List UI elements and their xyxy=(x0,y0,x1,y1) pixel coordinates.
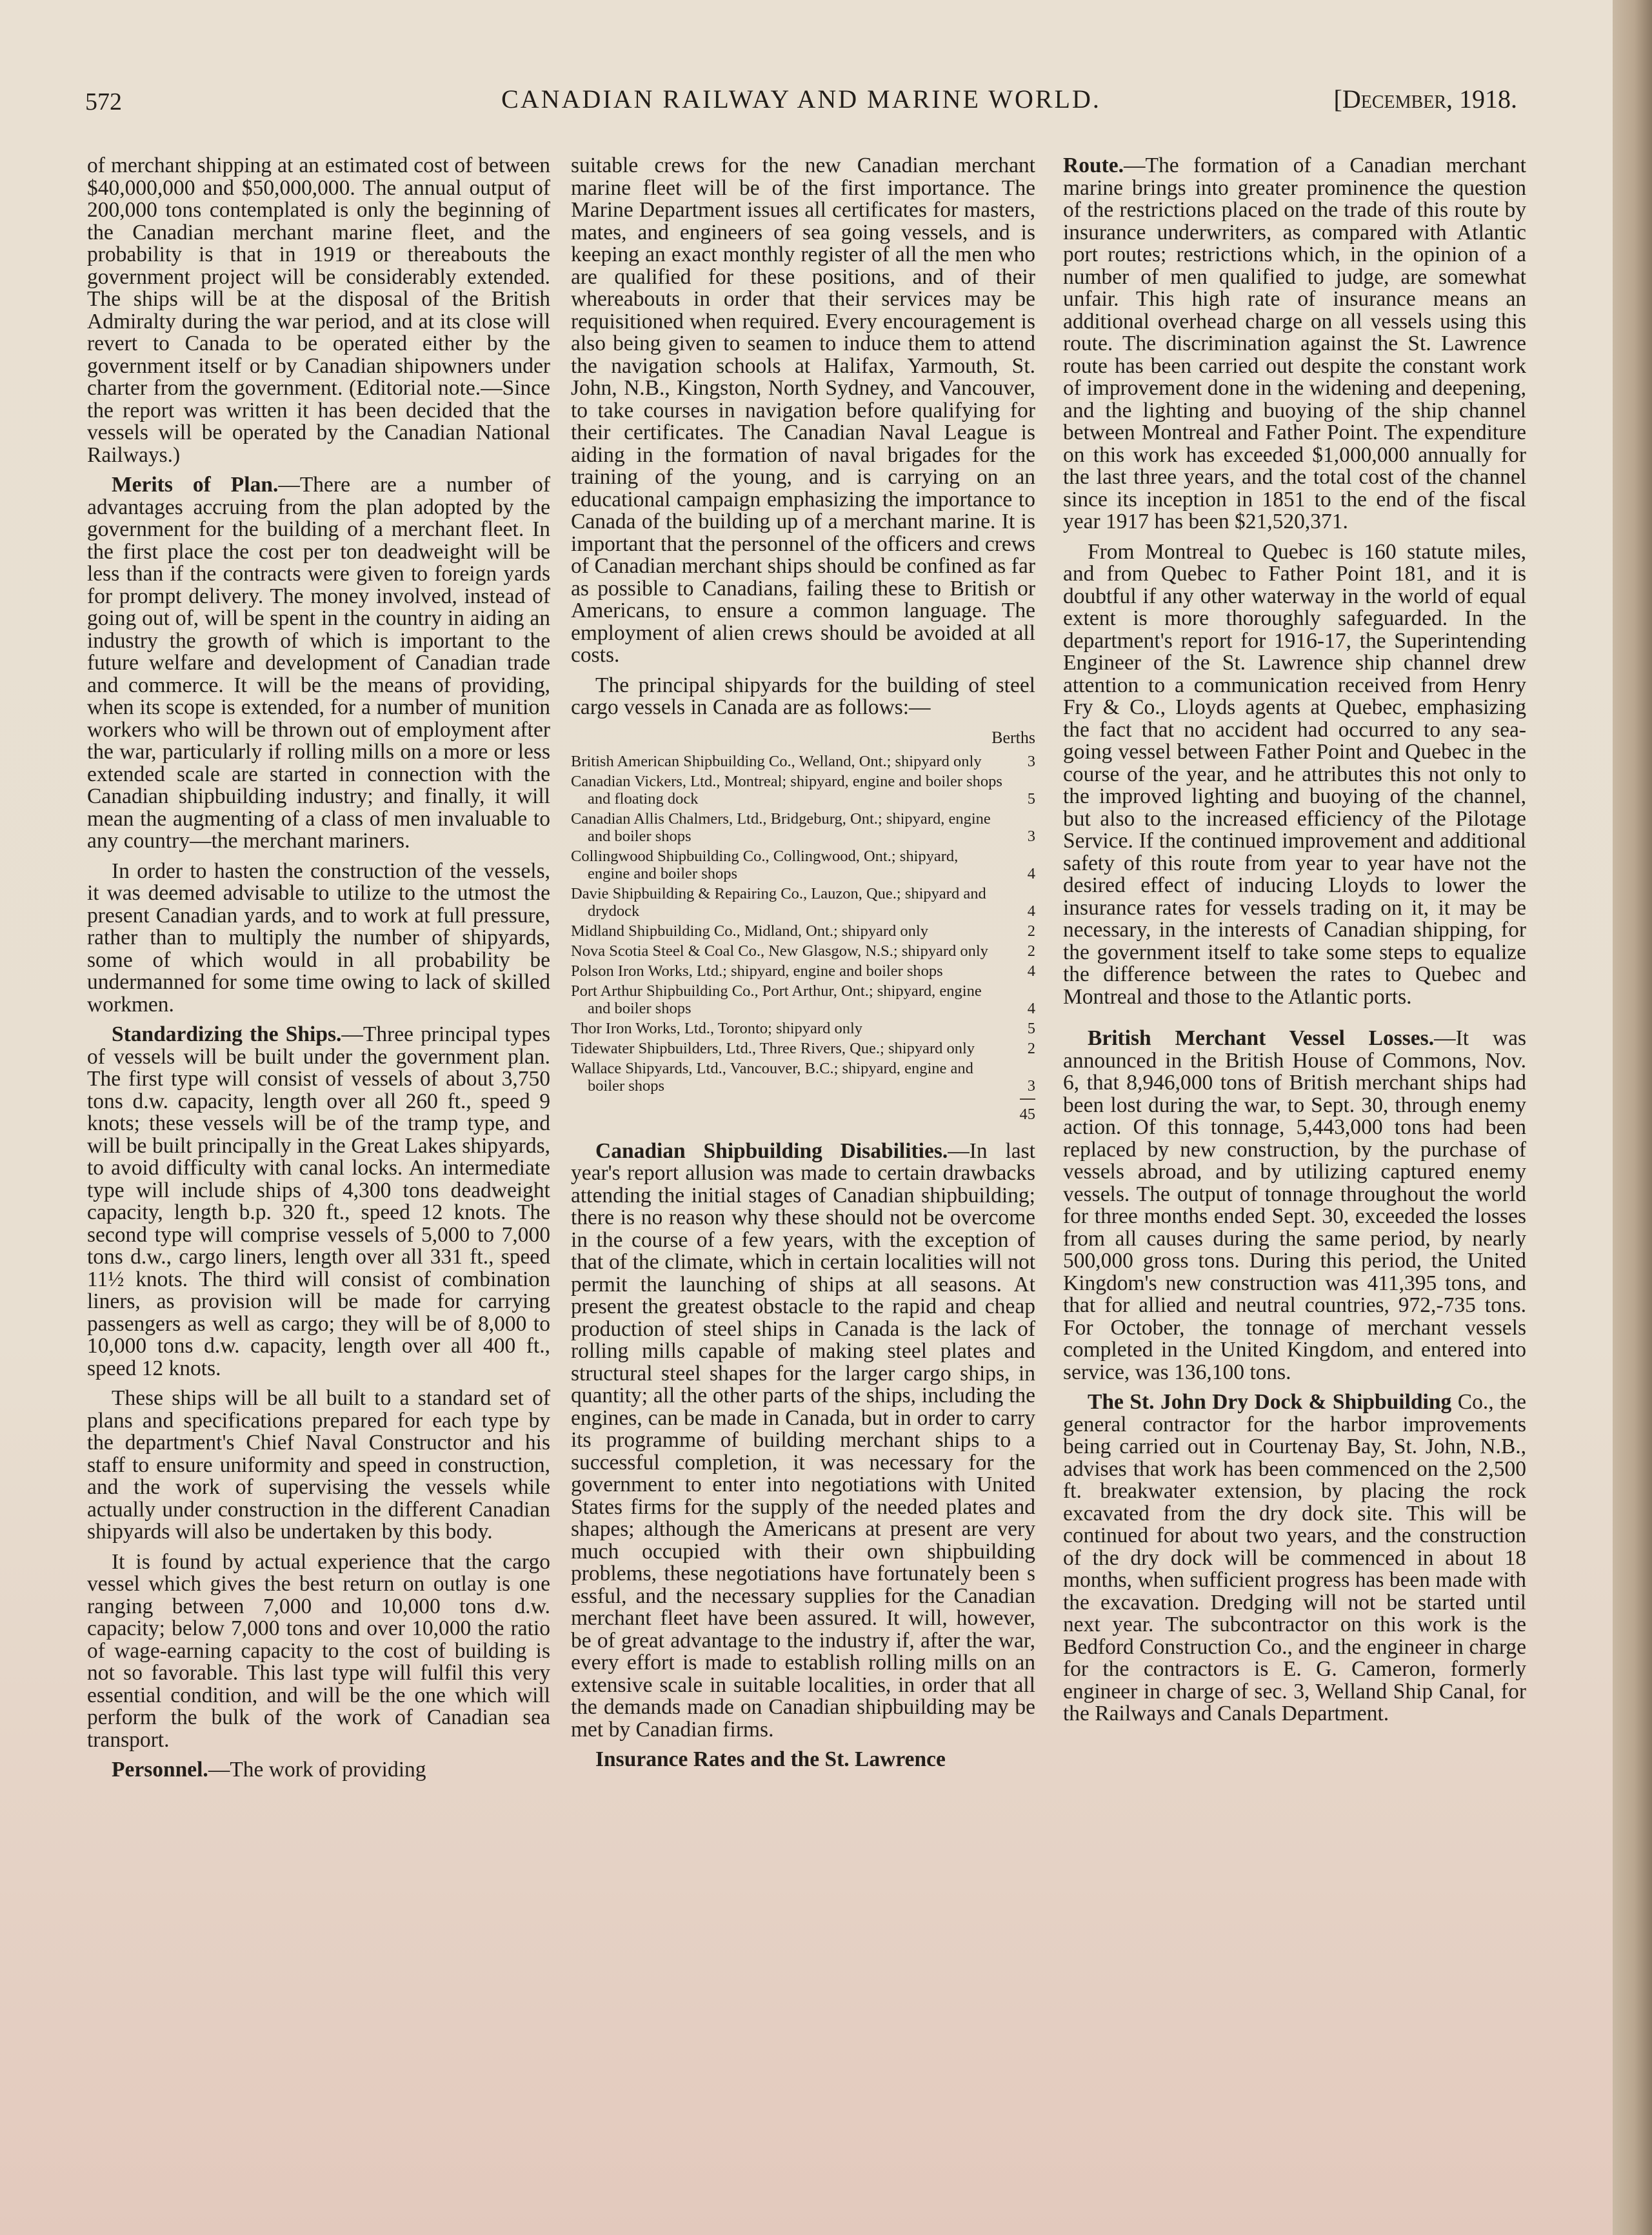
shipyard-name: Port Arthur Shipbuilding Co., Port Arthur, Ont.; shipyard, engine and boiler shops xyxy=(571,982,982,1017)
berth-count: 4 xyxy=(1027,865,1035,882)
section-heading: Standardizing the Ships. xyxy=(112,1022,342,1046)
table-row xyxy=(571,1060,1035,1095)
column-1 xyxy=(87,155,550,1789)
paragraph-text: Co., the general contractor for the harbor improvements being carried out in Courtenay Bay, St. John, N.B., advises that work has been commenced on the 2,500 ft. breakwater extension, by placing the rock excavated from the dry dock site. This will be continued for about two years, and the construction of the dry dock will be commenced in about 18 months, when sufficient progress has been made with the excavation. Dredging will not be started until next year. The subcontractor on this work is the Bedford Construction Co., and the engineer in charge for the contractors is E. G. Cameron, formerly engineer in charge of sec. 3, Welland Ship Canal, for the Railways and Canals Department. xyxy=(1063,1390,1526,1725)
berth-count: 2 xyxy=(1027,922,1035,940)
section-heading: Merits of Plan. xyxy=(112,473,279,497)
table-row xyxy=(571,1020,1035,1037)
paragraph-text: —There are a number of advantages accruing from the plan adopted by the government for the building of a merchant fleet. In the first place the cost per ton deadweight will be less than if the contracts were given to foreign yards for prompt delivery. The money involved, instead of going out of, will be spent in the country in aiding an industry the growth of which is important to the future welfare and development of Canadian trade and commerce. It will be the means of providing, when its scope is extended, for a number of munition workers who will be thrown out of employment after the war, particularly if rolling mills on a more or less extended scale are started in connection with the Canadian shipbuilding industry; and finally, it will mean the augmenting of a class of men invaluable to any country—the merchant mariners. xyxy=(87,473,550,853)
table-row xyxy=(571,942,1035,960)
berths-column-header: Berths xyxy=(991,728,1035,747)
shipyard-table xyxy=(571,753,1035,1126)
page-edge-shadow xyxy=(1613,0,1652,2235)
shipyard-name: Thor Iron Works, Ltd., Toronto; shipyard only xyxy=(571,1020,863,1037)
berth-count: 2 xyxy=(1027,942,1035,960)
shipyard-name: Tidewater Shipbuilders, Ltd., Three Rivers, Que.; shipyard only xyxy=(571,1040,975,1057)
shipyard-name: Canadian Vickers, Ltd., Montreal; shipyard, engine and boiler shops and floating dock xyxy=(571,773,1002,808)
berths-total: 45 xyxy=(1019,1106,1035,1123)
berth-count: 3 xyxy=(1027,1077,1035,1095)
section-heading: The St. John Dry Dock & Shipbuilding xyxy=(1088,1390,1452,1414)
paragraph: In order to hasten the construction of the vessels, it was deemed advisable to utilize to the utmost the present Canadian yards, and to work at full pressure, rather than to multiply the number of shipyards, some of which would in all probability be undermanned for some time owing to lack of skilled workmen. xyxy=(87,859,550,1017)
table-row xyxy=(571,773,1035,808)
paragraph: The principal shipyards for the building of steel cargo vessels in Canada are as follows:— xyxy=(571,673,1035,719)
shipyard-name: Canadian Allis Chalmers, Ltd., Bridgeburg, Ont.; shipyard, engine and boiler shops xyxy=(571,810,991,845)
paragraph-merits xyxy=(87,474,550,853)
paragraph: From Montreal to Quebec is 160 statute miles, and from Quebec to Father Point 181, and it is doubtful if any other waterway in the world of equal extent is more thoroughly safeguarded. In the department's report for 1916-17, the Superintending Engineer of the St. Lawrence ship channel drew attention to a communication received from Henry Fry & Co., Lloyds agents at Quebec, emphasizing the fact that no accident had occurred to any sea-going vessel between Father Point and Quebec in the course of the year, and he attributes this not only to the improved lighting and buoying of the channel, but also to the increased efficiency of the Pilotage Service. If the continued improvement and additional safety of this route from year to year have not the desired effect of inducing Lloyds to lower the insurance rates for vessels trading on it, it may be necessary, in the interests of Canadian shipping, for the government itself to take some steps to equalize the difference between the rates to Quebec and Montreal and those to the Atlantic ports. xyxy=(1063,539,1526,1009)
table-row xyxy=(571,1040,1035,1057)
table-row xyxy=(571,753,1035,770)
section-heading: British Merchant Vessel Losses. xyxy=(1088,1026,1435,1050)
page-number: 572 xyxy=(85,88,122,115)
paragraph-text: —The formation of a Canadian merchant marine brings into greater prominence the question of the restrictions placed on the trade of this route by insurance underwriters, as compared with Atlantic port routes; restrictions which, in the opinion of a number of men qualified to judge, are somewhat unfair. This high rate of insurance means an additional overhead charge on all vessels using this route. The discrimination against the St. Lawrence route has been carried out despite the constant work of improvement done in the widening and deepening, and the lighting and buoying of the ship channel between Montreal and Father Point. The expenditure on this work has exceeded $1,000,000 annually for the last three years, and the total cost of the channel since its inception in 1851 to the end of the fiscal year 1917 has been $21,520,371. xyxy=(1063,154,1526,533)
paragraph-disabilities xyxy=(571,1140,1035,1742)
paragraph: of merchant shipping at an estimated cost of between $40,000,000 and $50,000,000. The annual output of 200,000 tons contemplated is only the beginning of the Canadian merchant marine fleet, and the probability is that in 1919 or thereabouts the government project will be considerably extended. The ships will be at the disposal of the British Admiralty during the war period, and at its close will revert to Canada to be operated either by the government itself or by Canadian shipowners under charter from the government. (Editorial note.—Since the report was written it has been decided that the vessels will be operated by the Canadian National Railways.) xyxy=(87,154,550,467)
berth-count: 5 xyxy=(1027,1020,1035,1037)
shipyard-name: British American Shipbuilding Co., Welland, Ont.; shipyard only xyxy=(571,753,982,770)
shipyard-name: Wallace Shipyards, Ltd., Vancouver, B.C.; shipyard, engine and boiler shops xyxy=(571,1060,973,1095)
table-row xyxy=(571,848,1035,882)
running-header xyxy=(85,84,1517,123)
berth-count: 3 xyxy=(1027,828,1035,845)
shipyard-name: Davie Shipbuilding & Repairing Co., Lauzon, Que.; shipyard and drydock xyxy=(571,885,986,920)
journal-title: CANADIAN RAILWAY AND MARINE WORLD. xyxy=(501,84,1101,114)
table-row xyxy=(571,982,1035,1017)
shipyard-name: Collingwood Shipbuilding Co., Collingwood, Ont.; shipyard, engine and boiler shops xyxy=(571,848,959,882)
paragraph-standardizing xyxy=(87,1024,550,1380)
berth-count: 3 xyxy=(1027,753,1035,770)
berth-count: 5 xyxy=(1027,790,1035,808)
paragraph: These ships will be all built to a standard set of plans and specifications prepared for each type by the department's Chief Naval Constructor and his staff to ensure uniformity and speed in construction, and the work of supervising the vessels while actually under construction in the different Canadian shipyards will also be undertaken by this body. xyxy=(87,1386,550,1544)
paragraph-text: —In last year's report allusion was made to certain drawbacks attending the initial stages of Canadian shipbuilding; there is no reason why these should not be overcome in the course of a few years, with the exception of that of the climate, which in certain localities will not permit the launching of ships at all seasons. At present the greatest obstacle to the rapid and cheap production of steel ships in Canada is the lack of rolling mills capable of making steel plates and structural steel shapes for the larger cargo ships, in quantity; all the other parts of the ships, including the engines, can be made in Canada, but in order to carry its programme of building merchant ships to a successful completion, it was necessary for the government to enter into negotiations with United States firms for the supply of the needed plates and shapes; although the Americans at present are very much occupied with their own shipbuilding problems, these negotiations have fortunately been s essful, and the necessary supplies for the Canadian merchant fleet have been assured. It will, however, be of great advantage to the industry if, after the war, every effort is made to establish rolling mills on an extensive scale in suitable localities, in order that all the demands made on Canadian shipbuilding may be met by Canadian firms. xyxy=(571,1138,1035,1742)
berth-count: 4 xyxy=(1027,1000,1035,1017)
shipyard-name: Polson Iron Works, Ltd.; shipyard, engine and boiler shops xyxy=(571,962,943,980)
section-heading: Insurance Rates and the St. Lawrence xyxy=(595,1747,946,1771)
total-rule xyxy=(1020,1098,1035,1100)
paragraph-personnel xyxy=(87,1759,550,1782)
paragraph-text: —The work of providing xyxy=(208,1758,426,1782)
table-row xyxy=(571,922,1035,940)
paragraph: suitable crews for the new Canadian merchant marine fleet will be of the first importance. The Marine Department issues all certificates for masters, mates, and engineers of sea going vessels, and is keeping an exact monthly register of all the men who are qualified for these positions, and of their whereabouts in order that their services may be requisitioned when required. Every encouragement is also being given to seamen to induce them to attend the navigation schools at Halifax, Yarmouth, St. John, N.B., Kingston, North Sydney, and Vancouver, to take courses in navigation before qualifying for their certificates. The Canadian Naval League is aiding in the formation of naval brigades for the training of the young, and is carrying on an educational campaign emphasizing the importance to Canada of the building up of a merchant marine. It is important that the personnel of the officers and crews of Canadian merchant ships should be confined as far as possible to Canadians, failing these to British or Americans, to ensure a common language. The employment of alien crews should be avoided at all costs. xyxy=(571,154,1035,667)
paragraph-route xyxy=(1063,155,1526,533)
paragraph-text: —Three principal types of vessels will be built under the government plan. The first type will consist of vessels of about 3,750 tons d.w. capacity, length over all 260 ft., speed 9 knots; these vessels will be of the tramp type, and will be built principally in the Great Lakes shipyards, to avoid difficulty with canal locks. An intermediate type will include ships of 4,300 tons deadweight capacity, length b.p. 320 ft., speed 12 knots. The second type will comprise vessels of 5,000 to 7,000 tons d.w., cargo liners, length over all 331 ft., speed 11½ knots. The third will consist of combination liners, as provision will be made for carrying passengers as well as cargo; they will be of 8,000 to 10,000 tons d.w. capacity, length over all 400 ft., speed 12 knots. xyxy=(87,1022,551,1380)
shipyard-name: Nova Scotia Steel & Coal Co., New Glasgow, N.S.; shipyard only xyxy=(571,942,988,960)
section-heading: Canadian Shipbuilding Disabilities. xyxy=(595,1138,948,1163)
issue-date: [December, 1918. xyxy=(1333,84,1517,114)
paragraph: It is found by actual experience that the cargo vessel which gives the best return on outlay is one ranging between 7,000 and 10,000 tons d.w. capacity; below 7,000 tons and over 10,000 the ratio of wage-earning capacity to the cost of building is not so favorable. This last type will fulfil this very essential condition, and will be the one which will perform the bulk of the work of Canadian sea transport. xyxy=(87,1549,550,1752)
table-row xyxy=(571,810,1035,845)
paragraph-text: —It was announced in the British House of Commons, Nov. 6, that 8,946,000 tons of British merchant ships had been lost during the war, to Sept. 30, through enemy action. Of this tonnage, 5,443,000 tons had been replaced by new construction, by the purchase of vessels abroad, and by utilizing captured enemy vessels. The output of tonnage throughout the world for three months ended Sept. 30, exceeded the losses from all causes during the same period, by nearly 500,000 gross tons. During this period, the United Kingdom's new construction was 411,395 tons, and that for allied and neutral countries, 972,-735 tons. For October, the tonnage of merchant vessels completed in the United Kingdom, and entered into service, was 136,100 tons. xyxy=(1063,1026,1526,1384)
section-heading: Personnel. xyxy=(112,1758,208,1782)
berth-count: 4 xyxy=(1027,962,1035,980)
berth-count: 4 xyxy=(1027,902,1035,920)
column-3 xyxy=(1063,155,1526,1733)
shipyard-name: Midland Shipbuilding Co., Midland, Ont.; shipyard only xyxy=(571,922,928,940)
table-row xyxy=(571,885,1035,920)
table-row xyxy=(571,962,1035,980)
berth-count: 2 xyxy=(1027,1040,1035,1057)
paragraph-losses xyxy=(1063,1028,1526,1384)
section-heading: Route. xyxy=(1063,154,1124,177)
paragraph-drydock xyxy=(1063,1391,1526,1725)
paragraph-insurance xyxy=(571,1749,1035,1771)
column-2 xyxy=(571,155,1035,1779)
